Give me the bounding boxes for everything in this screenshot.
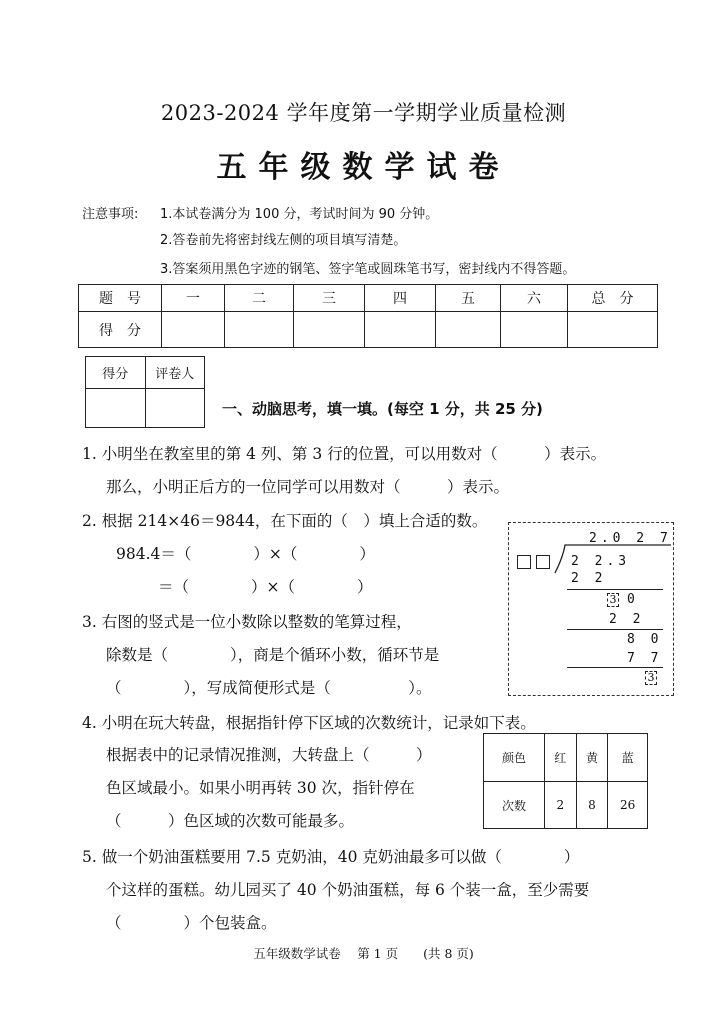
- question-2-line-3: ＝（ ）×（ ）: [158, 578, 373, 596]
- divisor-blank-box[interactable]: [536, 555, 550, 569]
- division-rule: [567, 629, 663, 630]
- score-header-cell: 四: [365, 285, 436, 312]
- question-3-line-1: 3. 右图的竖式是一位小数除以整数的笔算过程，: [82, 613, 412, 631]
- grader-score-label: 得分: [86, 357, 146, 389]
- question-1-line-2: 那么，小明正后方的一位同学可以用数对（ ）表示。: [106, 478, 510, 496]
- spinner-header-cell: 黄: [576, 734, 608, 782]
- grader-score-cell[interactable]: [86, 389, 146, 428]
- score-row-label: 得 分: [79, 312, 162, 348]
- repeating-dot-box: 3: [645, 671, 657, 685]
- spinner-table: [483, 733, 648, 829]
- division-remainder-1: 0: [627, 592, 635, 607]
- notice-item-2: 2.答卷前先将密封线左侧的项目填写清楚。: [160, 233, 407, 248]
- question-5-line-3: （ ）个包装盒。: [106, 914, 277, 932]
- section-1-title: 一、动脑思考，填一填。(每空 1 分，共 25 分): [222, 400, 543, 418]
- question-5-line-1: 5. 做一个奶油蛋糕要用 7.5 克奶油，40 克奶油最多可以做（ ）: [82, 848, 580, 866]
- division-rule: [567, 589, 663, 590]
- grader-name-label: 评卷人: [145, 357, 205, 389]
- score-header-cell: 三: [294, 285, 365, 312]
- divisor-blank-box[interactable]: [517, 555, 531, 569]
- score-cell[interactable]: [501, 312, 568, 348]
- notice-item-3: 3.答案须用黑色字迹的钢笔、签字笔或圆珠笔书写，密封线内不得答题。: [160, 262, 576, 277]
- grader-name-cell[interactable]: [145, 389, 205, 428]
- spinner-row-label: 次数: [484, 782, 545, 829]
- score-header-cell: 总 分: [568, 285, 658, 312]
- division-step-1: 2 2: [571, 571, 607, 586]
- notice-label: 注意事项:: [82, 207, 139, 222]
- score-cell[interactable]: [162, 312, 225, 348]
- spinner-count-cell: 26: [608, 782, 648, 829]
- question-2-line-2: 984.4＝（ ）×（ ）: [116, 545, 375, 563]
- exam-title: 2023-2024 学年度第一学期学业质量检测: [160, 101, 567, 125]
- score-header-cell: 六: [501, 285, 568, 312]
- exam-subtitle: 五年级数学试卷: [216, 150, 511, 185]
- question-4-line-1: 4. 小明在玩大转盘，根据指针停下区域的次数统计，记录如下表。: [82, 714, 536, 732]
- question-4-line-2: 根据表中的记录情况推测，大转盘上（ ）: [106, 746, 432, 764]
- spinner-header-cell: 颜色: [484, 734, 545, 782]
- score-cell[interactable]: [436, 312, 501, 348]
- question-3-line-3: （ ），写成简便形式是（ ）。: [106, 679, 432, 697]
- score-header-cell: 五: [436, 285, 501, 312]
- division-step-2: 2 2: [609, 612, 645, 627]
- division-rule: [567, 667, 663, 668]
- question-1-line-1: 1. 小明坐在教室里的第 4 列、第 3 行的位置，可以用数对（ ）表示。: [82, 445, 607, 463]
- question-3-line-2: 除数是（ ），商是个循环小数，循环节是: [106, 646, 440, 664]
- score-cell[interactable]: [568, 312, 658, 348]
- question-4-line-4: （ ）色区域的次数可能最多。: [106, 812, 355, 830]
- score-table: [78, 284, 658, 348]
- question-5-line-2: 个这样的蛋糕。幼儿园买了 40 个奶油蛋糕，每 6 个装一盒，至少需要: [106, 881, 590, 899]
- long-division-figure: [508, 522, 674, 696]
- score-cell[interactable]: [365, 312, 436, 348]
- grader-table: [85, 356, 205, 428]
- repeating-dot-box: 3: [607, 593, 619, 607]
- division-quotient: 2.0 2 7: [589, 531, 672, 546]
- question-4-line-3: 色区域最小。如果小明再转 30 次，指针停在: [106, 779, 415, 797]
- spinner-count-cell: 8: [576, 782, 608, 829]
- division-dividend: 2 2.3: [571, 554, 631, 569]
- score-header-cell: 一: [162, 285, 225, 312]
- question-2-line-1: 2. 根据 214×46＝9844，在下面的（ ）填上合适的数。: [82, 512, 488, 530]
- notice-item-1: 1.本试卷满分为 100 分，考试时间为 90 分钟。: [160, 207, 439, 222]
- division-step-3: 7 7: [627, 651, 663, 666]
- division-remainder-2: 8 0: [627, 632, 663, 647]
- score-cell[interactable]: [225, 312, 294, 348]
- spinner-count-cell: 2: [544, 782, 576, 829]
- spinner-header-cell: 蓝: [608, 734, 648, 782]
- spinner-header-cell: 红: [544, 734, 576, 782]
- score-cell[interactable]: [294, 312, 365, 348]
- score-header-cell: 题 号: [79, 285, 162, 312]
- page-footer: 五年级数学试卷 第 1 页 (共 8 页): [253, 946, 474, 961]
- score-header-cell: 二: [225, 285, 294, 312]
